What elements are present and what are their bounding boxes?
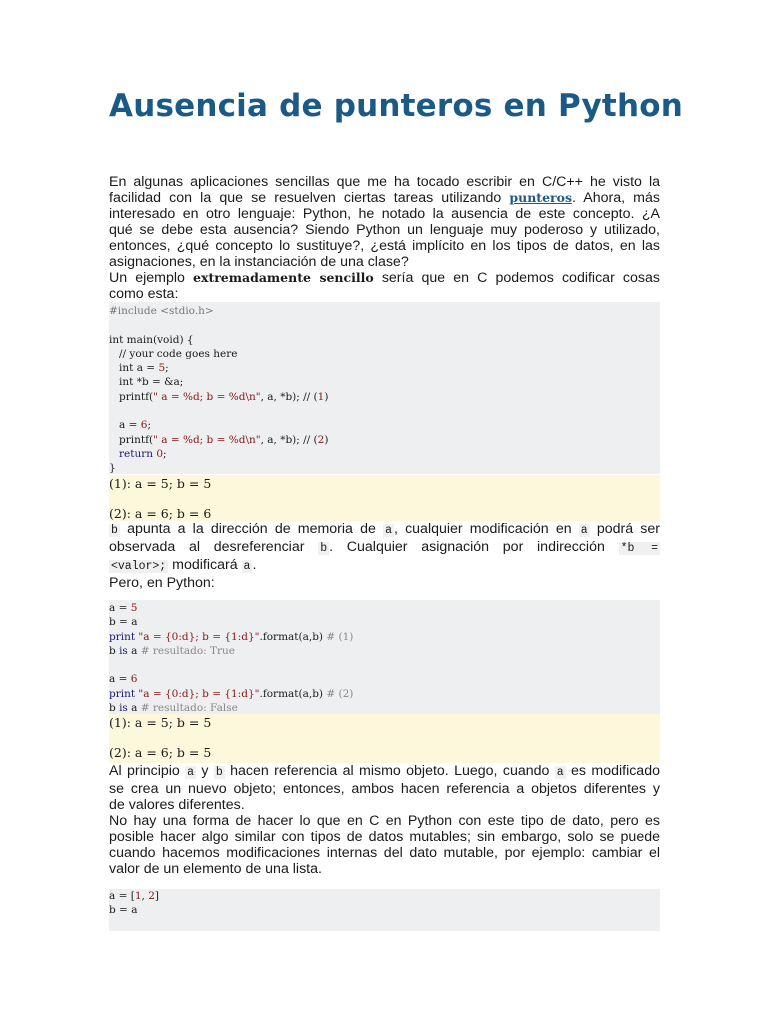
intro-line: En algunas aplicaciones sencillas que me ha tocado escribir en C/C++ he visto la: [109, 174, 660, 190]
code-number: 1: [134, 890, 142, 902]
code-number: 2: [148, 890, 155, 902]
code-number: 0: [156, 447, 164, 460]
code-line: }: [109, 462, 116, 475]
output-line: (1): a = 5; b = 5: [109, 476, 212, 491]
code-token: ;: [165, 362, 169, 375]
conclusion-text: hacen referencia al mismo objeto. Luego, cuando: [224, 763, 555, 779]
code-token: int a =: [109, 362, 159, 375]
code-token: ,: [141, 890, 149, 902]
inline-code: b: [320, 542, 328, 555]
code-token: a =: [109, 673, 131, 686]
c-code-block: [109, 302, 660, 474]
code-line: [109, 644, 660, 658]
conclusion-line: No hay una forma de hacer lo que en C en Python con este tipo de dato, pero es: [109, 813, 660, 829]
explanation-text: modificará: [168, 557, 242, 573]
code-line: [109, 687, 660, 701]
code-string: "a = {0:d}; b = {1:d}": [135, 630, 260, 643]
code-line: #include <stdio.h>: [109, 305, 214, 317]
code-token: printf(: [109, 433, 154, 446]
conclusion-paragraph: [109, 763, 660, 877]
intro-text: sería que en C podemos codificar cosas: [381, 270, 660, 286]
code-comment: # resultado: True: [140, 644, 236, 657]
code-line: int main(void) {: [109, 333, 194, 346]
code-number: 2: [317, 433, 325, 446]
code-line-empty: [109, 658, 660, 672]
explanation-line: [109, 539, 660, 557]
code-line-empty: [109, 318, 660, 332]
code-comment: # resultado: False: [140, 702, 238, 715]
conclusion-text: es modificado: [565, 763, 660, 779]
code-keyword: print: [109, 687, 136, 700]
code-token: a: [127, 702, 141, 715]
code-line: [109, 361, 660, 375]
code-keyword: is: [119, 644, 128, 657]
code-line: [109, 889, 660, 903]
inline-code: b: [111, 524, 118, 537]
output-line: (2): a = 6; b = 6: [109, 506, 212, 521]
code-line: [109, 447, 660, 461]
conclusion-line: se crea un nuevo objeto; entonces, ambos hacen referencia a objetos diferentes y: [109, 781, 660, 797]
page-title: Ausencia de punteros en Python: [109, 88, 683, 124]
code-number: 5: [158, 362, 166, 375]
conclusion-line: de valores diferentes.: [109, 797, 245, 813]
conclusion-line: cuando hacemos modificaciones internas del dato mutable, por ejemplo: cambiar el: [109, 845, 660, 861]
code-line: [109, 418, 660, 432]
code-line: [109, 433, 660, 447]
explanation-text: podrá ser: [589, 521, 661, 537]
conclusion-line: valor de un elemento de una lista.: [109, 861, 322, 877]
inline-code: b: [215, 766, 223, 779]
intro-text: Un ejemplo: [109, 270, 185, 286]
explanation-text: apunta a la dirección de memoria de: [119, 521, 384, 537]
inline-code: a: [556, 766, 564, 779]
conclusion-line: [109, 763, 660, 781]
code-comment: # (2): [326, 687, 354, 700]
code-token: ): [324, 390, 329, 403]
code-token: .format(a,b): [259, 630, 327, 643]
bold-phrase: extremadamente sencillo: [193, 270, 374, 285]
output-line: (2): a = 6; b = 5: [109, 745, 212, 760]
output-line: (1): a = 5; b = 5: [109, 715, 212, 730]
inline-code: a: [385, 524, 392, 537]
code-token: ;: [147, 419, 151, 432]
inline-code: <valor>;: [111, 560, 167, 573]
inline-code: a: [580, 524, 588, 537]
inline-code: *b =: [620, 542, 658, 555]
code-number: 6: [140, 419, 148, 432]
code-number: 5: [130, 602, 138, 614]
explanation-paragraph: [109, 521, 660, 591]
code-line: [109, 672, 660, 686]
punteros-link[interactable]: punteros: [509, 190, 572, 205]
code-line: [109, 601, 660, 615]
code-number: 1: [317, 390, 325, 403]
explanation-text: .: [252, 557, 257, 573]
explanation-line: Pero, en Python:: [109, 575, 215, 591]
intro-line: qué se debe esta ausencia? Siendo Python un lenguaje muy poderoso y utilizado,: [109, 222, 660, 238]
intro-text: facilidad con la que se resuelven ciertas tareas utilizando: [109, 190, 502, 206]
code-token: b: [109, 644, 120, 657]
code-line: b = a: [109, 616, 138, 629]
code-token: , a, *b); // (: [260, 390, 318, 403]
intro-line: [109, 190, 660, 206]
explanation-text: observada al desreferenciar: [109, 539, 319, 555]
code-line: [109, 390, 660, 404]
code-token: b: [109, 702, 120, 715]
intro-paragraph: [109, 174, 660, 302]
code-keyword: print: [109, 630, 136, 643]
intro-line: interesado en otro lenguaje: Python, he notado la ausencia de este concepto. ¿A: [109, 206, 660, 222]
code-token: a = [: [109, 890, 135, 902]
code-line-empty: [109, 404, 660, 418]
code-token: ]: [154, 890, 160, 902]
code-token: .format(a,b): [259, 687, 327, 700]
conclusion-line: posible hacer algo similar con tipos de datos mutables; sin embargo, solo se puede: [109, 829, 660, 845]
intro-line: [109, 270, 660, 286]
code-token: a: [127, 644, 141, 657]
code-line: int *b = &a;: [109, 376, 184, 389]
c-output-block: [109, 475, 660, 521]
code-token: printf(: [109, 390, 154, 403]
code-comment: # (1): [326, 630, 354, 643]
code-keyword: return: [109, 447, 157, 460]
code-string: " a = %d; b = %d\n": [153, 433, 261, 446]
code-string: "a = {0:d}; b = {1:d}": [135, 687, 260, 700]
output-line-empty: [109, 730, 660, 745]
explanation-line: [109, 557, 660, 575]
python-output-block: [109, 714, 660, 763]
code-token: ;: [163, 447, 167, 460]
intro-text: . Ahora, más: [571, 190, 660, 206]
inline-code: a: [187, 766, 195, 779]
inline-code: a: [243, 560, 251, 573]
conclusion-text: Al principio: [109, 763, 186, 779]
code-token: a =: [109, 419, 141, 432]
python-code-block: [109, 600, 660, 714]
code-line: // your code goes here: [109, 347, 238, 360]
code-token: , a, *b); // (: [260, 433, 318, 446]
list-code-block: [109, 889, 660, 931]
output-line-empty: [109, 491, 660, 506]
code-keyword: is: [119, 702, 128, 715]
explanation-text: . Cualquier asignación por indirección: [329, 539, 619, 555]
code-token: a =: [109, 602, 131, 614]
code-token: ): [324, 433, 329, 446]
code-line: [109, 630, 660, 644]
code-number: 6: [130, 673, 138, 686]
explanation-line: [109, 521, 660, 539]
code-line: b = a: [109, 904, 138, 917]
intro-line: como esta:: [109, 286, 179, 302]
intro-line: asignaciones, en la instanciación de una clase?: [109, 254, 409, 270]
conclusion-text: y: [196, 763, 214, 779]
intro-line: entonces, ¿qué concepto lo sustituye?, ¿está implícito en los tipos de datos, en las: [109, 238, 660, 254]
explanation-text: , cualquier modificación en: [393, 521, 579, 537]
code-string: " a = %d; b = %d\n": [153, 390, 261, 403]
